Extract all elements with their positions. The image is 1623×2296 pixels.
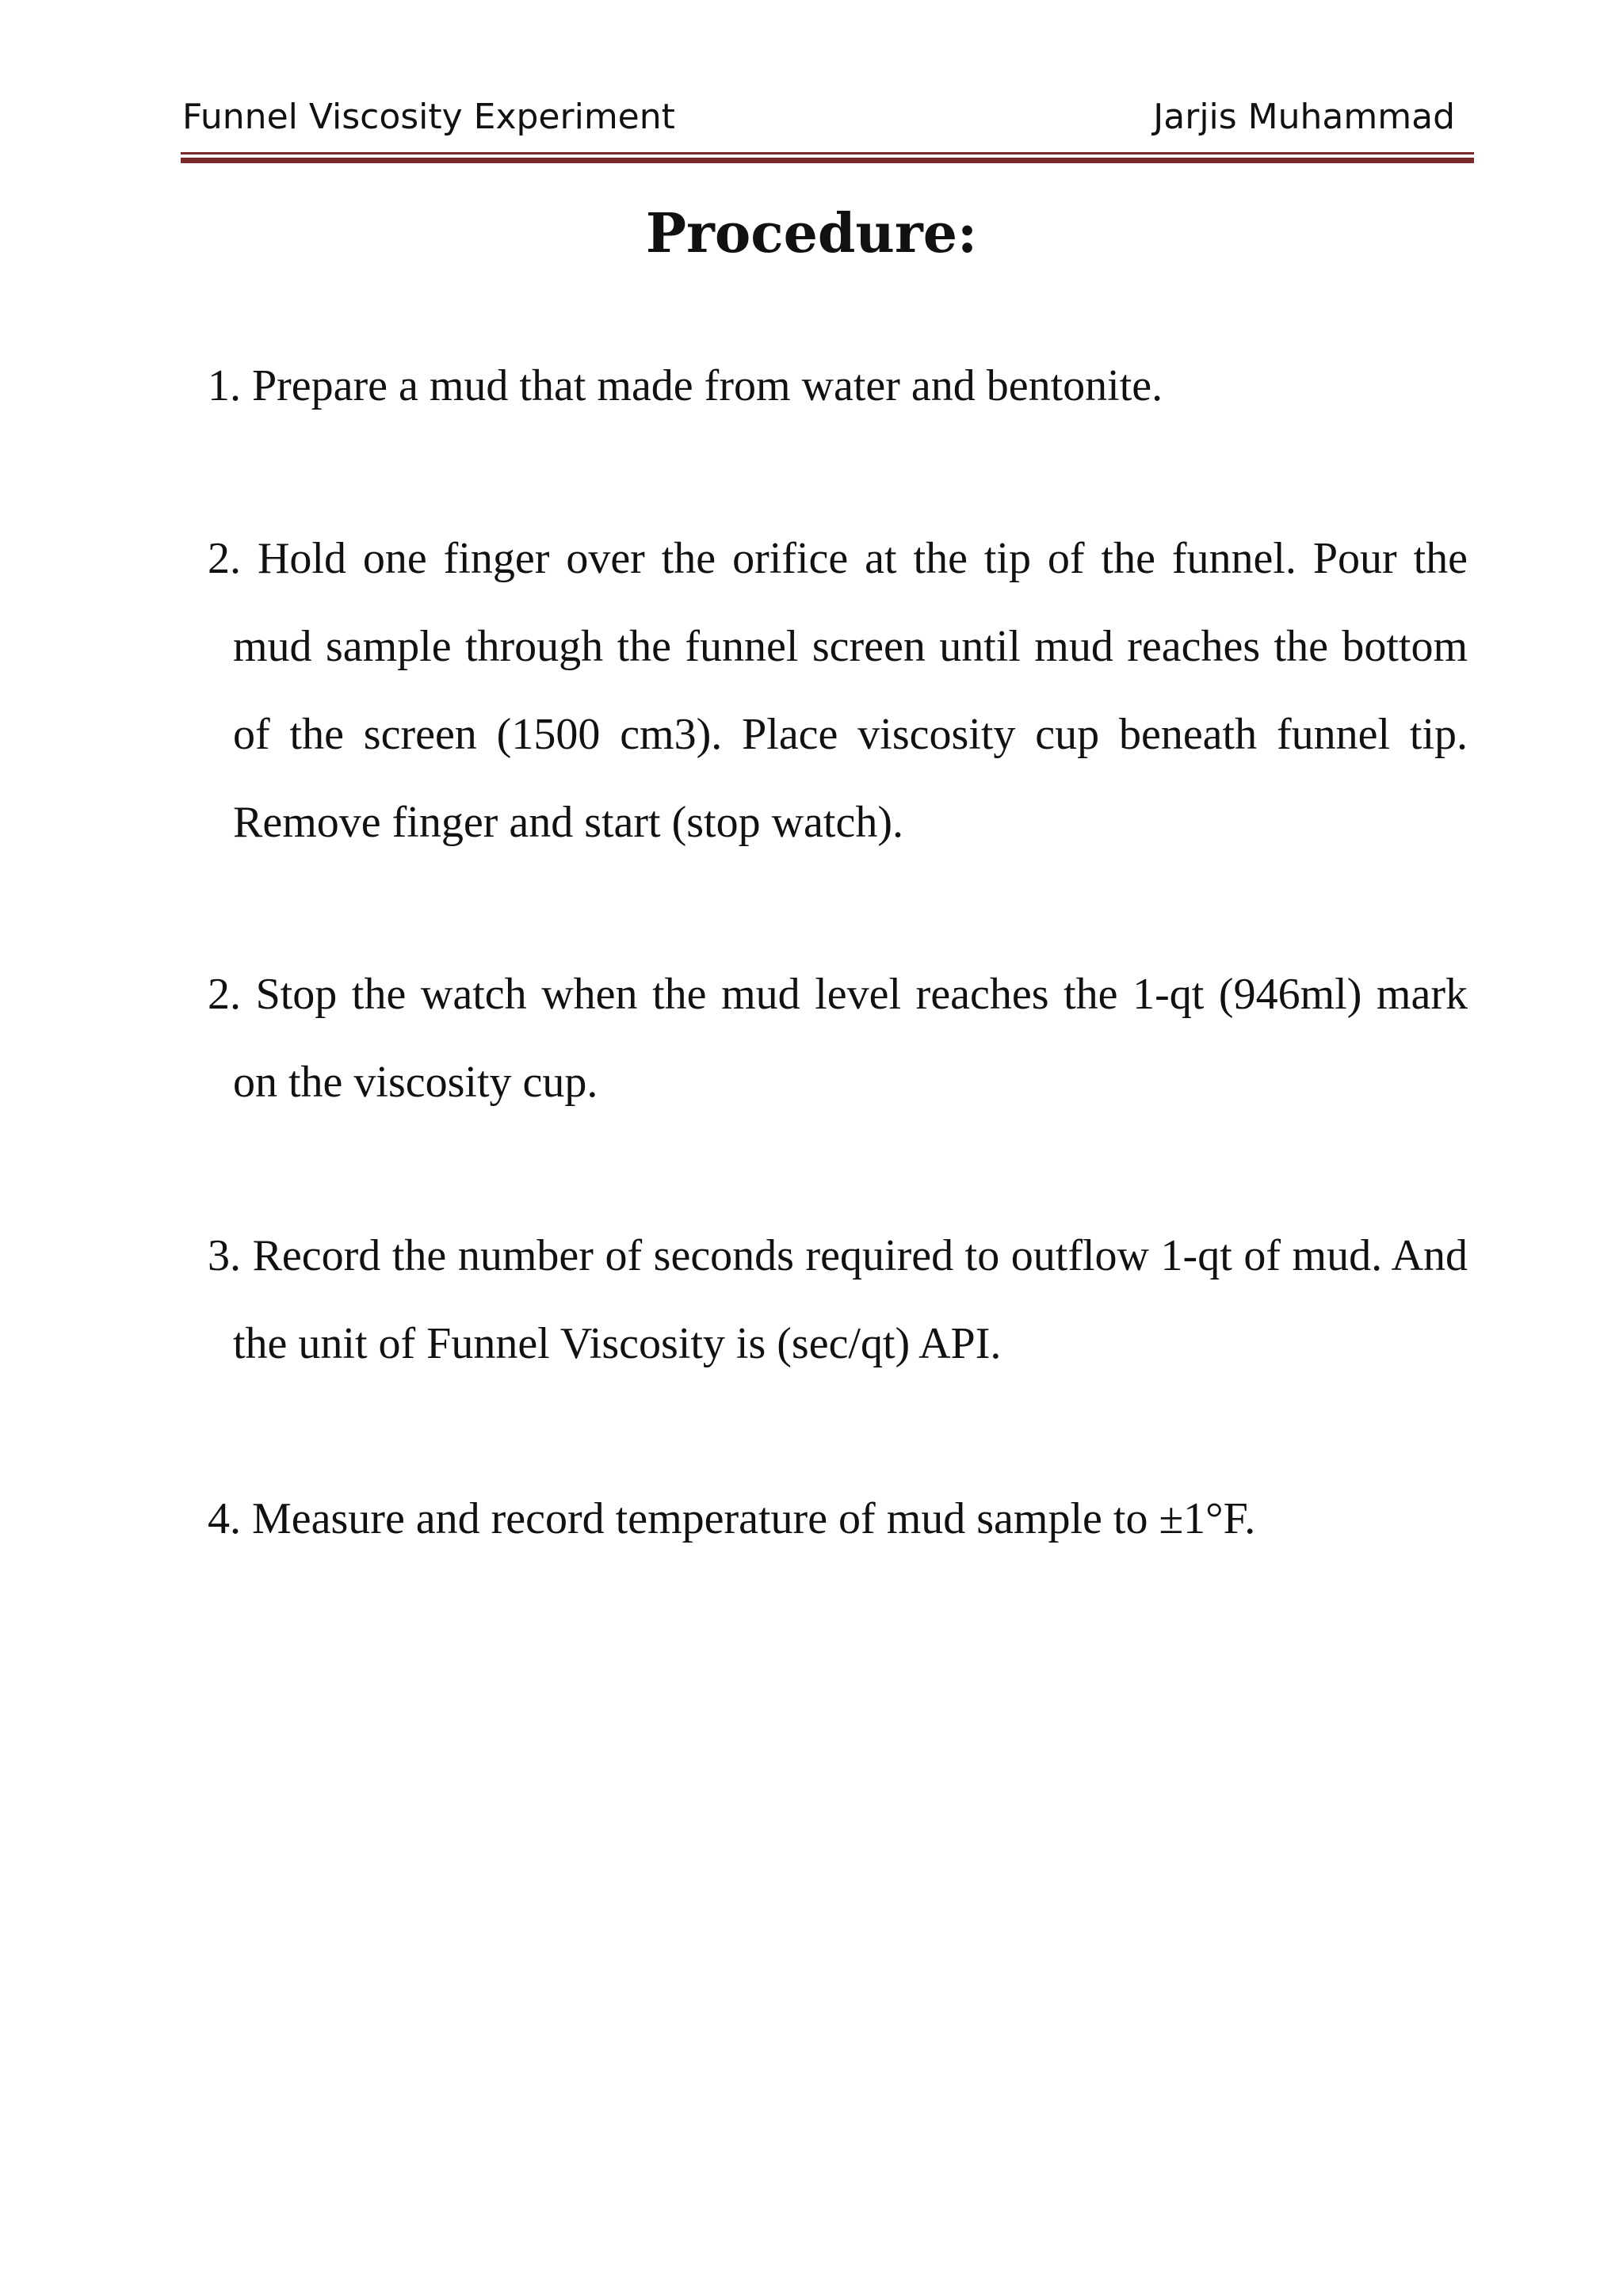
step-text: Prepare a mud that made from water and bentonite. [252, 361, 1163, 410]
header-divider-thick [181, 158, 1474, 163]
running-header [181, 95, 1472, 151]
procedure-step [208, 1212, 1468, 1388]
section-heading: Procedure: [645, 202, 978, 265]
procedure-step [208, 342, 1468, 430]
step-number: 2. [208, 534, 258, 583]
procedure-step [208, 951, 1468, 1127]
step-number: 1. [208, 361, 252, 410]
step-text: Record the number of seconds required to outflow 1-qt of mud. And the unit of Funnel Viscosity is (sec/qt) API. [233, 1231, 1468, 1368]
step-text: Measure and record temperature of mud sample to ±1°F. [252, 1494, 1256, 1543]
step-number: 3. [208, 1231, 253, 1280]
procedure-step [208, 1475, 1468, 1563]
procedure-step [208, 515, 1468, 867]
step-text: Hold one finger over the orifice at the tip of the funnel. Pour the mud sample through the funnel screen until mud reaches the bottom of the screen (1500 cm3). Place viscosity cup beneath funnel tip. Remove finger and start (stop watch). [233, 534, 1468, 847]
header-divider-thin [181, 152, 1474, 154]
header-title: Funnel Viscosity Experiment [182, 97, 675, 137]
header-author: Jarjis Muhammad [1153, 97, 1455, 137]
step-text: Stop the watch when the mud level reaches the 1-qt (946ml) mark on the viscosity cup. [233, 970, 1468, 1107]
step-number: 2. [208, 970, 256, 1019]
step-number: 4. [208, 1494, 252, 1543]
